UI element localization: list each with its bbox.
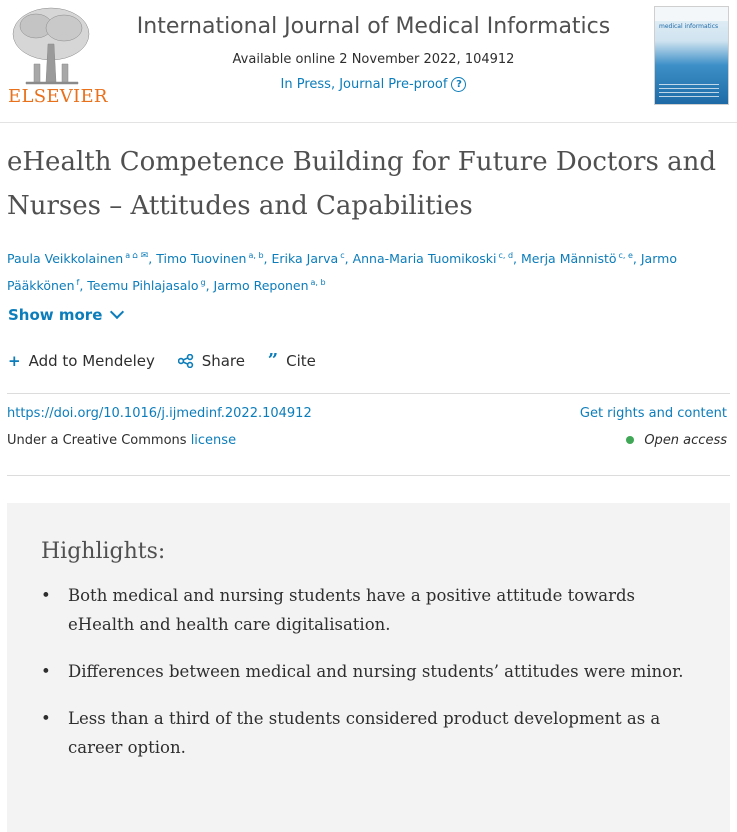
author-link[interactable]: Jarmo Reponen	[213, 278, 309, 294]
quote-icon: ”	[267, 350, 279, 371]
author-link[interactable]: Erika Jarva	[271, 251, 339, 267]
elsevier-wordmark[interactable]: ELSEVIER	[8, 86, 108, 107]
chevron-down-icon	[110, 305, 124, 319]
list-item	[41, 581, 691, 639]
author-affiliation: g	[200, 278, 206, 288]
share-label: Share	[201, 352, 245, 370]
license-text	[7, 433, 236, 448]
mendeley-label: Add to Mendeley	[28, 352, 155, 370]
share-button[interactable]	[178, 352, 245, 370]
cite-button[interactable]	[268, 350, 316, 371]
highlights-section	[7, 503, 730, 832]
author-link[interactable]: Merja Männistö	[520, 251, 617, 267]
journal-header	[0, 0, 737, 123]
author-link[interactable]: Teemu Pihlajasalo	[87, 278, 199, 294]
show-more-label: Show more	[8, 306, 103, 324]
list-item	[41, 657, 691, 686]
highlight-text: Both medical and nursing students have a positive attitude towards eHealth and health care digitalisation.	[68, 586, 636, 634]
open-access-badge	[626, 433, 727, 448]
journal-cover-image[interactable]	[654, 6, 729, 105]
author-affiliation: a, b	[310, 278, 326, 288]
list-item	[41, 704, 691, 762]
available-online-text: Available online 2 November 2022, 104912	[232, 52, 515, 67]
add-to-mendeley-button[interactable]	[8, 352, 155, 370]
license-prefix: Under a Creative Commons	[7, 433, 187, 448]
author-link[interactable]: Paula Veikkolainen	[7, 251, 124, 267]
open-access-dot-icon	[626, 436, 634, 444]
author-link[interactable]: Jarmo Pääkkönen	[7, 251, 677, 294]
cite-label: Cite	[286, 352, 316, 370]
show-more-button[interactable]	[8, 306, 122, 324]
author-affiliation: a, b	[248, 251, 264, 260]
divider	[7, 475, 730, 476]
author-affiliation: c, e	[618, 251, 633, 260]
open-access-label: Open access	[644, 433, 727, 448]
article-title: eHealth Competence Building for Future Doctors and Nurses – Attitudes and Capabilities	[7, 147, 716, 221]
help-icon[interactable]: ?	[451, 77, 466, 92]
author-affiliation: c	[340, 251, 345, 260]
article-actions	[8, 350, 334, 371]
rights-and-content-link[interactable]: Get rights and content	[579, 406, 727, 421]
cover-stripe	[655, 7, 728, 21]
person-mail-icons[interactable]: ⌂ ✉	[132, 251, 149, 261]
license-link[interactable]: license	[190, 433, 237, 448]
highlights-title: Highlights:	[41, 539, 166, 564]
author-list: Paula Veikkolainen $^a$ ⌂ ✉, Timo Tuovinen $^{a, b}$, Erika Jarva $^c$, Anna-Maria Tuomikoski $^{c, d}$, Merja Männistö $^{c, e}$, Jarmo Pääkkönen $^f$, Teemu Pihlajasalo $^g$, Jarmo Reponen $^{a, b}$	[7, 244, 732, 298]
highlights-list	[41, 581, 691, 780]
highlight-text: Differences between medical and nursing students’ attitudes were minor.	[68, 662, 684, 681]
cover-lines	[659, 84, 719, 98]
author-affiliation: a	[125, 251, 131, 260]
author-link[interactable]: Anna-Maria Tuomikoski	[352, 251, 497, 267]
in-press-status-link[interactable]: In Press, Journal Pre-proof	[280, 77, 448, 92]
bullet-icon: •	[41, 586, 51, 605]
author-link[interactable]: Timo Tuovinen	[156, 251, 247, 267]
cover-title: medical informatics	[659, 23, 719, 30]
doi-link[interactable]: https://doi.org/10.1016/j.ijmedinf.2022.104912	[7, 406, 312, 421]
author-affiliation: c, d	[498, 251, 514, 260]
bullet-icon: •	[41, 709, 51, 728]
author-affiliation: f	[76, 278, 80, 288]
highlight-text: Less than a third of the students considered product development as a career option.	[68, 709, 661, 757]
divider	[7, 393, 730, 394]
journal-title-link[interactable]: International Journal of Medical Informatics	[136, 14, 611, 39]
plus-icon: +	[8, 352, 21, 370]
bullet-icon: •	[41, 662, 51, 681]
share-icon	[178, 354, 194, 368]
